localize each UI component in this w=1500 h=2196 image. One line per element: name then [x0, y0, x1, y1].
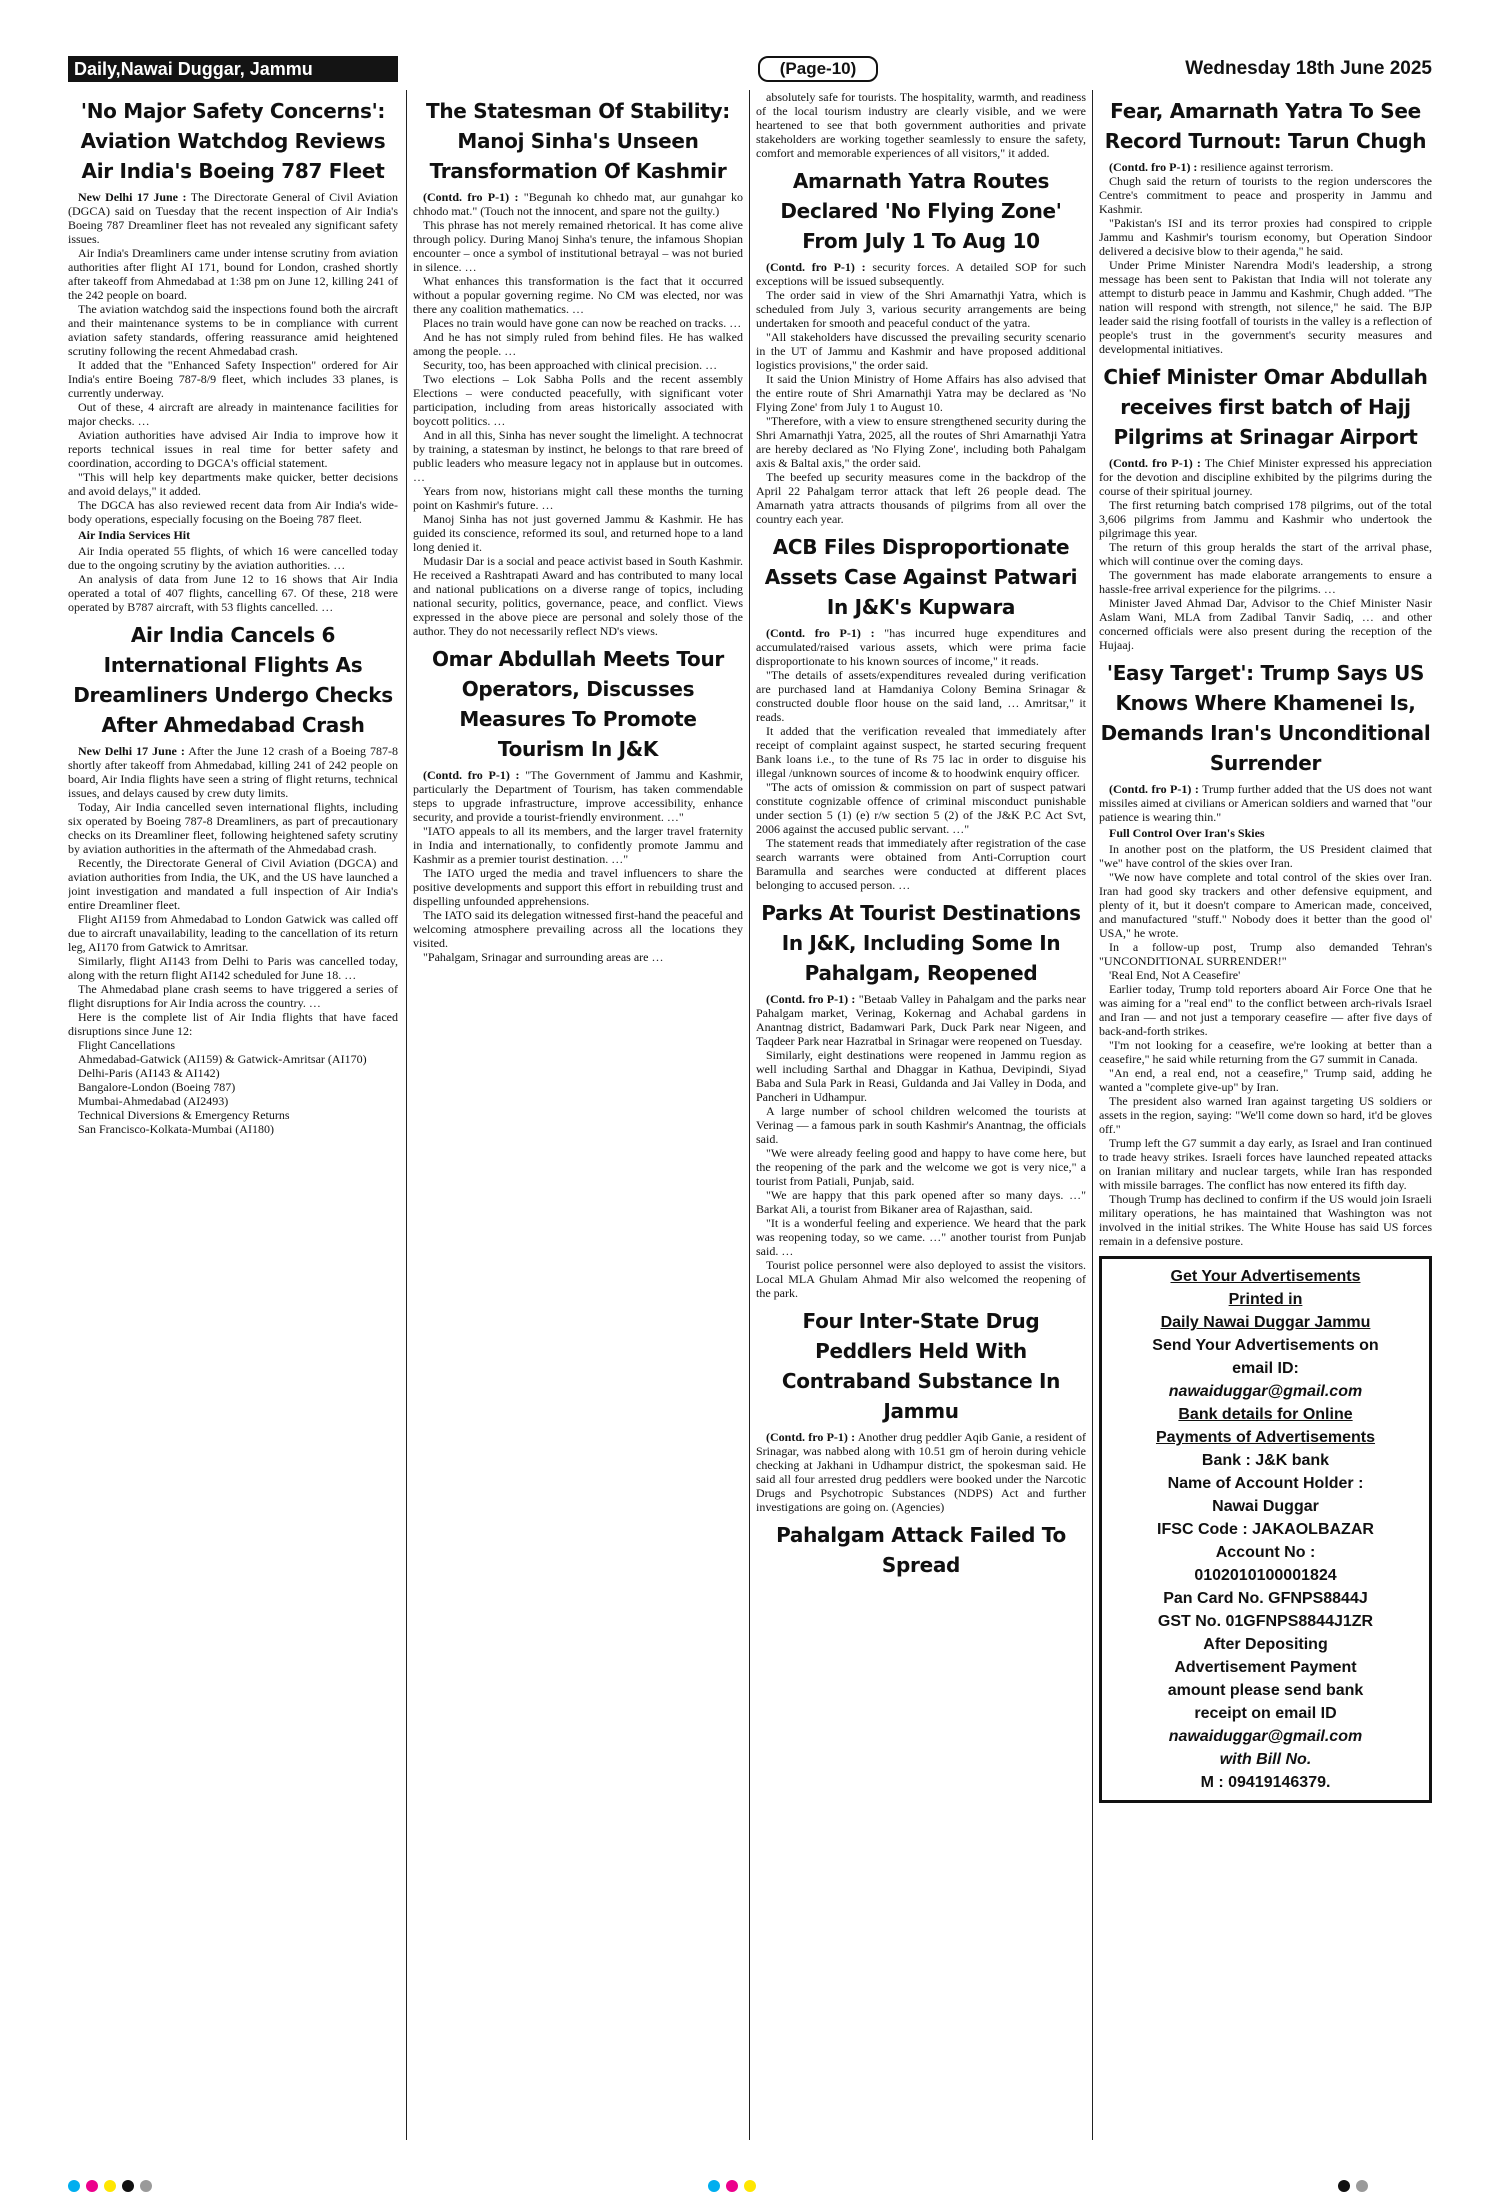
paragraph: Here is the complete list of Air India flights that have faced disruptions since June 12:	[68, 1010, 398, 1038]
paragraph: Out of these, 4 aircraft are already in maintenance facilities for major checks. …	[68, 400, 398, 428]
ad-line: Send Your Advertisements on	[1152, 1337, 1379, 1354]
paragraph: security forces. A detailed SOP for such exceptions will be issued subsequently.	[756, 260, 1086, 288]
paragraph: Manoj Sinha has not just governed Jammu & Kashmir. He has guided its conscience, reformed its soul, and returned hope to a land long denied it.	[413, 512, 743, 554]
paragraph: Places no train would have gone can now be reached on tracks. …	[423, 316, 742, 330]
list-item: Bangalore-London (Boeing 787)	[78, 1080, 236, 1094]
paragraph: The DGCA has also reviewed recent data from Air India's wide-body operations, especially focusing on the Boeing 787 fleet.	[68, 498, 398, 526]
headline: Parks At Tourist Destinations In J&K, Including Some In Pahalgam, Reopened	[761, 901, 1081, 985]
paragraph: What enhances this transformation is the fact that it occurred without a popular governing regime. No CM was elected, nor was there any coalition mathematics. …	[413, 274, 743, 316]
paragraph: Similarly, flight AI143 from Delhi to Paris was cancelled today, along with the return flight AI142 scheduled for June 18. …	[68, 954, 398, 982]
byline: (Contd. fro P-1) :	[1109, 782, 1199, 796]
ad-phone: M : 09419146379.	[1200, 1774, 1331, 1791]
paragraph: "has incurred huge expenditures and accumulated/raised various assets, which were prima facie disproportionate to his known sources of income," it reads.	[756, 626, 1086, 668]
article-omar-tour-operators	[413, 644, 743, 964]
paragraph: Earlier today, Trump told reporters aboard Air Force One that he was aiming for a "real end" to the conflict between arch-rivals Israel and Iran — and not just a temporary ceasefire — after five days of back-and-forth strikes.	[1099, 982, 1432, 1038]
author-note: Mudasir Dar is a social and peace activist based in South Kashmir. He received a Rashtrapati Award and has contributed to many local and national publications on a diverse range of topics, including national security, politics, governance, peace, and conflict. Views expressed in the above piece are personal and solely those of the author. They do not necessarily reflect ND's views.	[413, 554, 743, 638]
byline: (Contd. fro P-1) :	[766, 626, 875, 640]
ad-line: Account No :	[1215, 1544, 1316, 1561]
paragraph: "The acts of omission & commission on part of suspect patwari constitute cognizable offence of criminal misconduct punishable under section 5 (1) (e) r/w section 5 (2) of the J&K P.C Act Svt, 2006 against the accused public servant. …"	[756, 780, 1086, 836]
paragraph: "It is a wonderful feeling and experience. We heard that the park was reopening today, so we came. …" another tourist from Punjab said. …	[756, 1216, 1086, 1258]
headline: Omar Abdullah Meets Tour Operators, Discusses Measures To Promote Tourism In J&K	[431, 647, 724, 761]
registration-dot	[708, 2180, 720, 2192]
ad-email: nawaiduggar@gmail.com	[1168, 1383, 1363, 1400]
paragraph: "I'm not looking for a ceasefire, we're looking at better than a ceasefire," he said while returning from the G7 summit in Canada.	[1099, 1038, 1432, 1066]
paragraph: The IATO urged the media and travel influencers to share the positive developments and support this effort in rebuilding trust and dispelling unfounded apprehensions.	[413, 866, 743, 908]
list-item: Delhi-Paris (AI143 & AI142)	[78, 1066, 220, 1080]
paragraph: 'Real End, Not A Ceasefire'	[1109, 968, 1241, 982]
paragraph: The first returning batch comprised 178 pilgrims, out of the total 3,606 pilgrims from Jammu and Kashmir who undertook the pilgrimage this year.	[1099, 498, 1432, 540]
paragraph: Air India's Dreamliners came under intense scrutiny from aviation authorities after flight AI 171, bound for London, crashed shortly after takeoff from Ahmedabad at 1:38 pm on June 12, killing 241 of the 242 people on board.	[68, 246, 398, 302]
ad-line: GST No. 01GFNPS8844J1ZR	[1157, 1613, 1374, 1630]
byline: (Contd. fro P-1) :	[766, 1430, 856, 1444]
ad-line: email ID:	[1232, 1360, 1299, 1377]
column-1	[68, 90, 398, 2140]
registration-dot	[86, 2180, 98, 2192]
byline: New Delhi 17 June :	[78, 744, 185, 758]
ad-line: Get Your Advertisements	[1170, 1268, 1361, 1285]
column-rule	[1092, 90, 1093, 2140]
article-hajj-pilgrims	[1099, 362, 1432, 652]
paragraph: Aviation authorities have advised Air India to improve how it reports technical issues in real time for better safety and coordination, according to DGCA's official statement.	[68, 428, 398, 470]
advertisement-box	[1099, 1256, 1432, 1803]
list-item: Ahmedabad-Gatwick (AI159) & Gatwick-Amritsar (AI170)	[78, 1052, 367, 1066]
paragraph: This phrase has not merely remained rhetorical. It has come alive through policy. During Manoj Sinha's tenure, the infamous Shopian encounter – once a symbol of institutional betrayal – was not buried in silence. …	[413, 218, 743, 274]
paragraph: "Pahalgam, Srinagar and surrounding areas are …	[423, 950, 664, 964]
registration-dot	[726, 2180, 738, 2192]
headline: Fear, Amarnath Yatra To See Record Turnout: Tarun Chugh	[1104, 99, 1427, 153]
subhead: Air India Services Hit	[78, 528, 191, 542]
paragraph: An analysis of data from June 12 to 16 shows that Air India operated a total of 407 flights, cancelling 67. Of these, 218 were operated by B787 aircraft, with 53 flights cancelled. …	[68, 572, 398, 614]
paragraph: It added that the verification revealed that immediately after receipt of complaint against suspect, he started securing frequent Bank loans i.e., to the tune of Rs 75 lac in order to disguise his illegal /unknown sources of income & to hoodwink enquiry officer.	[756, 724, 1086, 780]
paragraph: "All stakeholders have discussed the prevailing security scenario in the UT of Jammu and Kashmir and have proposed additional logistics provisions," the order said.	[756, 330, 1086, 372]
headline: 'No Major Safety Concerns': Aviation Watchdog Reviews Air India's Boeing 787 Fleet	[80, 99, 386, 183]
registration-dot	[122, 2180, 134, 2192]
registration-dot	[1338, 2180, 1350, 2192]
paragraph: It added that the "Enhanced Safety Inspection" ordered for Air India's entire Boeing 787-8/9 fleet, which includes 33 planes, is currently underway.	[68, 358, 398, 400]
ad-line: 0102010100001824	[1194, 1567, 1337, 1584]
page-number: (Page-10)	[758, 56, 878, 82]
newspaper-page	[68, 56, 1432, 2176]
paragraph: "Begunah ko chhedo mat, aur gunahgar ko chhodo mat." (Touch not the innocent, and spare not the guilty.)	[413, 190, 743, 218]
paragraph: Two elections – Lok Sabha Polls and the recent assembly Elections – were conducted peacefully, with significant voter participation, including from areas historically associated with boycott politics. …	[413, 372, 743, 428]
paragraph: Security, too, has been approached with clinical precision. …	[423, 358, 718, 372]
paragraph: The Ahmedabad plane crash seems to have triggered a series of flight disruptions for Air India across the country. …	[68, 982, 398, 1010]
article-acb-patwari	[756, 532, 1086, 892]
byline: New Delhi 17 June :	[78, 190, 187, 204]
paragraph: The Directorate General of Civil Aviation (DGCA) said on Tuesday that the recent inspection of Air India's Boeing 787 Dreamliner fleet has not revealed any significant safety issues.	[68, 190, 398, 246]
paragraph: Though Trump has declined to confirm if the US would join Israeli military operations, he has maintained that Washington was not involved in the initial strikes. The White House has said US forces remain in a defensive posture.	[1099, 1192, 1432, 1248]
subhead: Full Control Over Iran's Skies	[1109, 826, 1265, 840]
column-rule	[406, 90, 407, 2140]
paragraph: The government has made elaborate arrangements to ensure a hassle-free arrival experience for the pilgrims. …	[1099, 568, 1432, 596]
registration-dot	[1356, 2180, 1368, 2192]
registration-dot	[140, 2180, 152, 2192]
article-manoj-sinha	[413, 96, 743, 638]
article-drug-peddlers	[756, 1306, 1086, 1514]
paragraph: Minister Javed Ahmad Dar, Advisor to the Chief Minister Nasir Aslam Wani, MLA from Zadibal Tanvir Sadiq, … and other concerned officials were also present during the reception of the Hujaaj.	[1099, 596, 1432, 652]
paragraph: Chugh said the return of tourists to the region underscores the Centre's commitment to peace and prosperity in Jammu and Kashmir.	[1099, 174, 1432, 216]
byline: (Contd. fro P-1) :	[1109, 160, 1198, 174]
article-pahalgam-attack	[756, 1520, 1086, 1580]
paragraph: The IATO said its delegation witnessed first-hand the peaceful and welcoming atmosphere prevailing across all the locations they visited.	[413, 908, 743, 950]
registration-marks	[68, 2180, 1432, 2194]
article-tarun-chugh	[1099, 96, 1432, 356]
ad-line: IFSC Code : JAKAOLBAZAR	[1157, 1521, 1374, 1538]
paragraph: "We are happy that this park opened after so many days. …" Barkat Ali, a tourist from Bikaner area of Rajasthan, said.	[756, 1188, 1086, 1216]
article-trump-khamenei	[1099, 658, 1432, 1248]
ad-email: nawaiduggar@gmail.com	[1168, 1728, 1363, 1745]
ad-line: After Depositing	[1203, 1636, 1328, 1653]
paragraph: Another drug peddler Aqib Ganie, a resident of Srinagar, was nabbed along with 10.51 gm of heroin during vehicle checking at Jakhani in Udhampur district, the spokesman said. He said all four arrested drug peddlers were booked under the Narcotic Drugs and Psychotropic Substances (NDPS) Act and further investigations are going on. (Agencies)	[756, 1430, 1086, 1514]
headline: Air India Cancels 6 International Flights As Dreamliners Undergo Checks After Ahmedabad Crash	[73, 623, 393, 737]
paragraph: "This will help key departments make quicker, better decisions and avoid delays," it added.	[68, 470, 398, 498]
paragraph: And in all this, Sinha has never sought the limelight. A technocrat by training, a statesman by instinct, he belongs to that rare breed of public leaders who measure legacy not in applause but in outcomes. …	[413, 428, 743, 484]
byline: (Contd. fro P-1) :	[766, 260, 866, 274]
headline: ACB Files Disproportionate Assets Case Against Patwari In J&K's Kupwara	[764, 535, 1078, 619]
paragraph: Trump left the G7 summit a day early, as Israel and Iran continued to trade heavy strikes. Israeli forces have launched repeated attacks on Iranian military and nuclear targets, while Iran has responded with missile barrages. The conflict has now entered its fifth day.	[1099, 1136, 1432, 1192]
paragraph: After the June 12 crash of a Boeing 787-8 shortly after takeoff from Ahmedabad, killing 241 of 242 people on board, Air India flights have seen a string of flight returns, technical issues, and delays caused by crew duty limits.	[68, 744, 398, 800]
registration-dot	[104, 2180, 116, 2192]
byline: (Contd. fro P-1) :	[423, 768, 520, 782]
list-item: Flight Cancellations	[78, 1038, 175, 1052]
ad-line: Payments of Advertisements	[1155, 1429, 1376, 1446]
list-item: Mumbai-Ahmedabad (AI2493)	[78, 1094, 229, 1108]
continued-text: absolutely safe for tourists. The hospitality, warmth, and readiness of the local tourism industry are clearly visible, and we were heartened to see that both government authorities and private stakeholders are working together seamlessly to ensure the safety, comfort and memorable experiences of all visitors," it added.	[756, 90, 1086, 160]
column-3	[756, 90, 1086, 2140]
list-item: Technical Diversions & Emergency Returns	[78, 1108, 290, 1122]
paragraph: "IATO appeals to all its members, and the larger travel fraternity in India and internationally, to confidently promote Jammu and Kashmir as a premier tourist destination. …"	[413, 824, 743, 866]
paragraph: "Therefore, with a view to ensure strengthened security during the Shri Amarnathji Yatra, 2025, all the routes of Shri Amarnathji Yatra are hereby declared as 'No Flying Zone', including both Pahalgam axis & Baltal axis," the order said.	[756, 414, 1086, 470]
column-2	[413, 90, 743, 2140]
paragraph: In a follow-up post, Trump also demanded Tehran's "UNCONDITIONAL SURRENDER!"	[1099, 940, 1432, 968]
masthead	[68, 56, 1432, 84]
article-parks-reopened	[756, 898, 1086, 1300]
paragraph: Recently, the Directorate General of Civil Aviation (DGCA) and aviation authorities from India, the UK, and the US have launched a joint investigation and mandated a full inspection of Air India's entire Dreamliner fleet.	[68, 856, 398, 912]
paragraph: The beefed up security measures come in the backdrop of the April 22 Pahalgam terror attack that left 26 people dead. The Amarnath yatra attracts thousands of pilgrims from all over the country each year.	[756, 470, 1086, 526]
article-amarnath-no-flying-zone	[756, 166, 1086, 526]
paragraph: The statement reads that immediately after registration of the case search warrants were obtained from Anti-Corruption court Baramulla and searches were conducted at different places belonging to accused person. …	[756, 836, 1086, 892]
ad-line: amount please send bank	[1167, 1682, 1364, 1699]
issue-date: Wednesday 18th June 2025	[1185, 58, 1432, 79]
paper-name: Daily,Nawai Duggar, Jammu	[68, 56, 398, 82]
headline: Four Inter-State Drug Peddlers Held With Contraband Substance In Jammu	[781, 1309, 1061, 1423]
headline: Amarnath Yatra Routes Declared 'No Flying Zone' From July 1 To Aug 10	[780, 169, 1062, 253]
paragraph: In another post on the platform, the US President claimed that "we" have control of the skies over Iran.	[1099, 842, 1432, 870]
ad-line: Bank details for Online	[1178, 1406, 1353, 1423]
paragraph: The return of this group heralds the start of the arrival phase, which will continue over the coming days.	[1099, 540, 1432, 568]
paragraph: "Betaab Valley in Pahalgam and the parks near Pahalgam market, Verinag, Kokernag and Achabal gardens in Anantnag district, Badamwari Park, Duck Park near Nigeen, and Taqdeer Park near Hazratbal in Srinagar were reopened on Tuesday.	[756, 992, 1086, 1048]
paragraph: The aviation watchdog said the inspections found both the aircraft and their maintenance systems to be in compliance with current aviation safety standards, offering reassurance amid heightened scrutiny following the recent Ahmedabad crash.	[68, 302, 398, 358]
headline: 'Easy Target': Trump Says US Knows Where Khamenei Is, Demands Iran's Unconditional Surrender	[1100, 661, 1431, 775]
byline: (Contd. fro P-1) :	[423, 190, 519, 204]
headline: Chief Minister Omar Abdullah receives first batch of Hajj Pilgrims at Srinagar Airport	[1103, 365, 1428, 449]
ad-line: Daily Nawai Duggar Jammu	[1160, 1314, 1371, 1331]
ad-line: Printed in	[1228, 1291, 1303, 1308]
column-4	[1099, 90, 1432, 2140]
paragraph: It said the Union Ministry of Home Affairs has also advised that the entire route of Shri Amarnathji Yatra may be declared as 'No Flying Zone' from July 1 to August 10.	[756, 372, 1086, 414]
paragraph: "The details of assets/expenditures revealed during verification are purchased land at Hamdaniya Colony Bemina Srinagar & constructed double floor house on the said land, … Amritsar," it reads.	[756, 668, 1086, 724]
paragraph: Today, Air India cancelled seven international flights, including six operated by Boeing 787-8 Dreamliners, as part of precautionary checks on its Dreamliner fleet, following heightened safety scrutiny by aviation authorities in the aftermath of the Ahmedabad crash.	[68, 800, 398, 856]
article-air-india-cancels	[68, 620, 398, 1136]
article-aviation-watchdog	[68, 96, 398, 614]
paragraph: "Pakistan's ISI and its terror proxies had conspired to cripple Jammu and Kashmir's tourism economy, but Operation Sindoor delivered a decisive blow to their agenda," he said.	[1099, 216, 1432, 258]
registration-dot	[68, 2180, 80, 2192]
ad-line: Pan Card No. GFNPS8844J	[1163, 1590, 1368, 1607]
paragraph: Tourist police personnel were also deployed to assist the visitors. Local MLA Ghulam Ahmad Mir also welcomed the reopening of the park.	[756, 1258, 1086, 1300]
paragraph: Under Prime Minister Narendra Modi's leadership, a strong message has been sent to Pakistan that India will not tolerate any attempt to disturb peace in Jammu and Kashmir, Chugh added. "The nation will respond with strength, not silence," he said. The BJP leader said the rising footfall of tourists in the valley is a reflection of people's trust in the government's security measures and developmental initiatives.	[1099, 258, 1432, 356]
paragraph: Years from now, historians might call these months the turning point on Kashmir's future. …	[413, 484, 743, 512]
ad-line: Nawai Duggar	[1212, 1498, 1319, 1515]
paragraph: resilience against terrorism.	[1200, 160, 1334, 174]
column-rule	[749, 90, 750, 2140]
paragraph: A large number of school children welcomed the tourists at Verinag — a famous park in south Kashmir's Anantnag, the officials said.	[756, 1104, 1086, 1146]
paragraph: Air India operated 55 flights, of which 16 were cancelled today due to the ongoing scrutiny by the aviation authorities. …	[68, 544, 398, 572]
registration-dot	[744, 2180, 756, 2192]
byline: (Contd. fro P-1) :	[1109, 456, 1201, 470]
headline: Pahalgam Attack Failed To Spread	[776, 1523, 1066, 1577]
byline: (Contd. fro P-1) :	[766, 992, 856, 1006]
paragraph: Similarly, eight destinations were reopened in Jammu region as well including Sarthal and Dhaggar in Kathua, Devipindi, Siyad Baba and Sula Park in Reasi, Guldanda and Jai Valley in Doda, and Pancheri in Udhampur.	[756, 1048, 1086, 1104]
paragraph: The Chief Minister expressed his appreciation for the devotion and discipline exhibited by the pilgrims during the course of their spiritual journey.	[1099, 456, 1432, 498]
ad-line: Advertisement Payment	[1174, 1659, 1357, 1676]
headline: The Statesman Of Stability: Manoj Sinha's Unseen Transformation Of Kashmir	[426, 99, 730, 183]
list-item: San Francisco-Kolkata-Mumbai (AI180)	[78, 1122, 274, 1136]
paragraph: "An end, a real end, not a ceasefire," Trump said, adding he wanted a "complete give-up" by Iran.	[1099, 1066, 1432, 1094]
paragraph: "We were already feeling good and happy to have come here, but the reopening of the park and the welcome we got is very nice," a tourist from Patiali, Punjab, said.	[756, 1146, 1086, 1188]
paragraph: "We now have complete and total control of the skies over Iran. Iran had good sky trackers and other defensive equipment, and plenty of it, but it doesn't compare to American made, conceived, and manufactured "stuff." Nobody does it better than the good ol' USA," he wrote.	[1099, 870, 1432, 940]
paragraph: Flight AI159 from Ahmedabad to London Gatwick was called off due to aircraft unavailability, leading to the cancellation of its return leg, AI170 from Gatwick to Amritsar.	[68, 912, 398, 954]
paragraph: And he has not simply ruled from behind files. He has walked among the people. …	[413, 330, 743, 358]
ad-line: receipt on email ID	[1194, 1705, 1337, 1722]
paragraph: Trump further added that the US does not want missiles aimed at civilians or American soldiers and warned that "our patience is wearing thin."	[1099, 782, 1432, 824]
ad-line: Name of Account Holder :	[1167, 1475, 1364, 1492]
ad-line: with Bill No.	[1219, 1751, 1312, 1768]
ad-line: Bank : J&K bank	[1201, 1452, 1330, 1469]
paragraph: The order said in view of the Shri Amarnathji Yatra, which is scheduled from July 3, various security arrangements are being undertaken for smooth and peaceful conduct of the yatra.	[756, 288, 1086, 330]
paragraph: "The Government of Jammu and Kashmir, particularly the Department of Tourism, has taken commendable steps to upgrade infrastructure, improve accessibility, enhance security, and provide a tourist-friendly environment. …"	[413, 768, 743, 824]
paragraph: The president also warned Iran against targeting US soldiers or assets in the region, saying: "We'll come down so hard, it'd be gloves off."	[1099, 1094, 1432, 1136]
